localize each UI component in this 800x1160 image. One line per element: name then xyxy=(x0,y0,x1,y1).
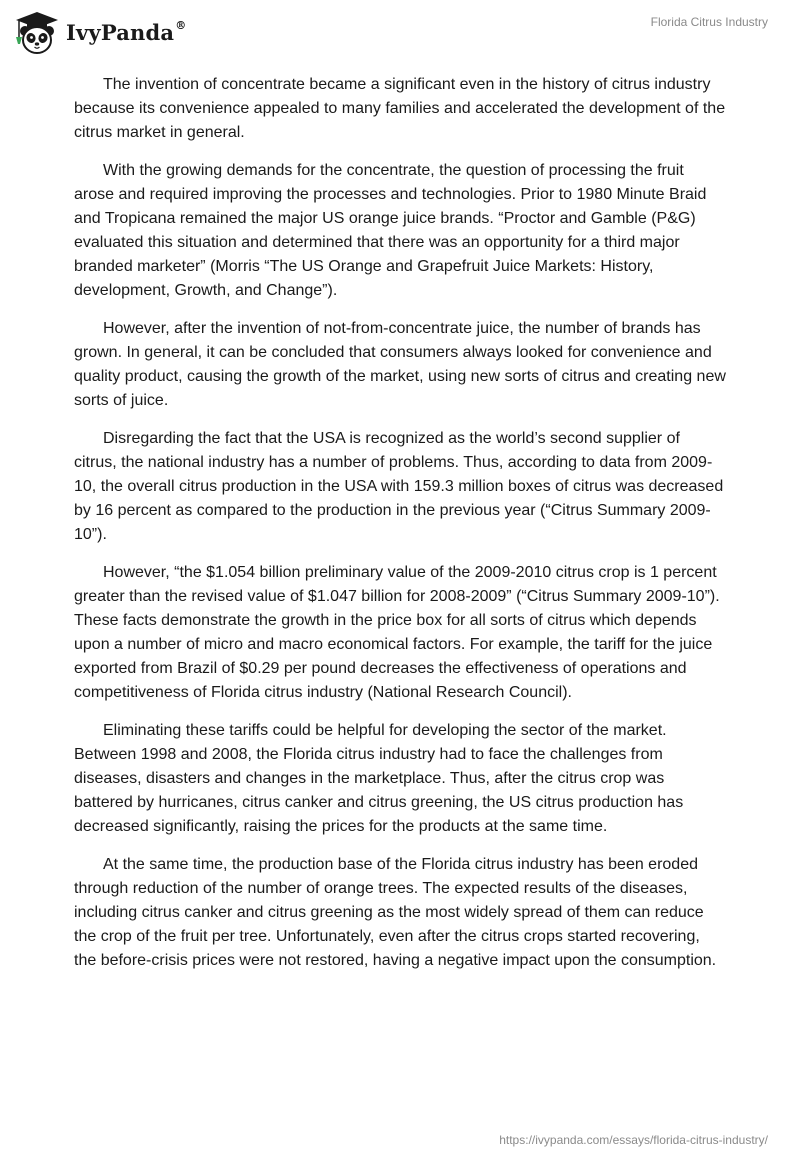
running-title: Florida Citrus Industry xyxy=(650,15,768,29)
page-header xyxy=(0,0,800,70)
paragraph-4: Disregarding the fact that the USA is recognized as the world’s second supplier of citrus, the national industry has a number of problems. Thus, according to data from 2009-10, the overall citrus production in the USA with 159.3 million boxes of citrus was decreased by 16 percent as compared to the production in the previous year (“Citrus Summary 2009-10”). xyxy=(74,430,724,543)
paragraph-3: However, after the invention of not-from-concentrate juice, the number of brands has grown. In general, it can be concluded that consumers always looked for convenience and quality product, causing the growth of the market, using new sorts of citrus and creating new sorts of juice. xyxy=(74,320,726,409)
paragraph-1: The invention of concentrate became a significant even in the history of citrus industry because its convenience appealed to many families and accelerated the development of the citrus market in general. xyxy=(74,76,726,141)
registered-mark: ® xyxy=(175,18,187,32)
paragraph-2: With the growing demands for the concentrate, the question of processing the fruit arose and required improving the processes and technologies. Prior to 1980 Minute Braid and Tropicana remained the major US orange juice brands. “Proctor and Gamble (P&G) evaluated this situation and determined that there was an opportunity for a third major branded marketer” (Morris “The US Orange and Grapefruit Juice Markets: History, development, Growth, and Change”). xyxy=(74,162,707,299)
panda-graduate-icon xyxy=(14,11,60,55)
brand-name: IvyPanda® xyxy=(66,18,187,45)
paragraph-6: Eliminating these tariffs could be helpful for developing the sector of the market. Between 1998 and 2008, the Florida citrus industry had to face the challenges from diseases, disasters and changes in the marketplace. Thus, after the citrus crop was battered by hurricanes, citrus canker and citrus greening, the US citrus production has decreased significantly, raising the prices for the products at the same time. xyxy=(74,722,684,835)
paragraph-5: However, “the $1.054 billion preliminary value of the 2009-2010 citrus crop is 1 percent greater than the revised value of $1.047 billion for 2008-2009” (“Citrus Summary 2009-10”). These facts demonstrate the growth in the price box for all sorts of citrus which depends upon a number of micro and macro economical factors. For example, the tariff for the juice exported from Brazil of $0.29 per pound decreases the effectiveness of operations and competitiveness of Florida citrus industry (National Research Council). xyxy=(74,564,720,701)
source-url-link[interactable]: https://ivypanda.com/essays/florida-citrus-industry/ xyxy=(499,1133,768,1147)
paragraph-7: At the same time, the production base of the Florida citrus industry has been eroded through reduction of the number of orange trees. The expected results of the diseases, including citrus canker and citrus greening as the most widely spread of them can reduce the crop of the fruit per tree. Unfortunately, even after the citrus crops started recovering, the before-crisis prices were not restored, having a negative impact upon the consumption. xyxy=(74,856,717,969)
ivypanda-logo[interactable] xyxy=(14,8,186,58)
essay-body xyxy=(74,73,726,987)
